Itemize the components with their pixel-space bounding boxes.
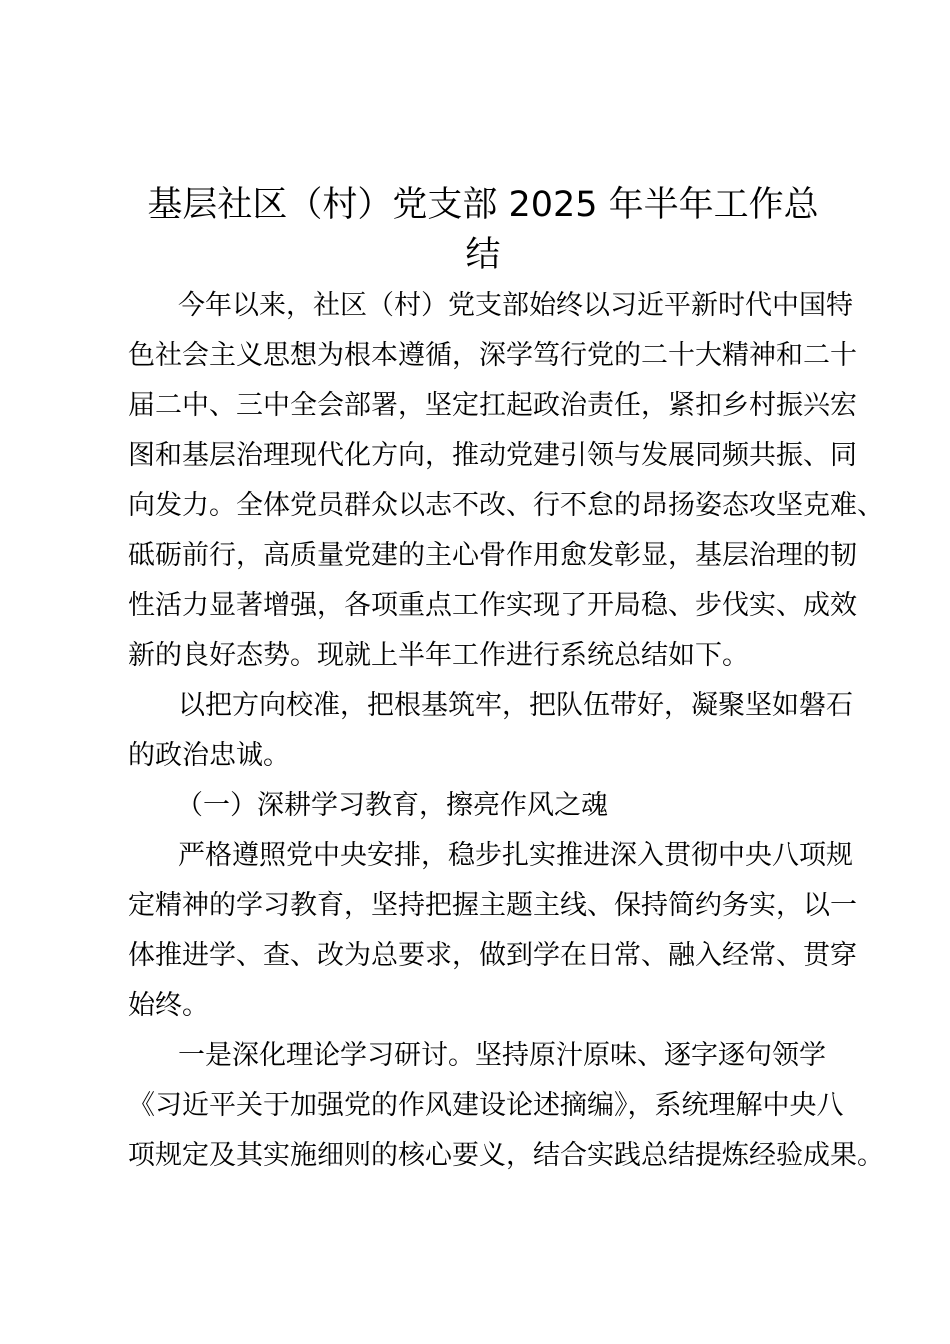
body-line: 定精神的学习教育，坚持把握主题主线、保持简约务实，以一 <box>128 890 857 921</box>
body-line: 性活力显著增强，各项重点工作实现了开局稳、步伐实、成效 <box>128 590 857 621</box>
document-title-line-2: 结 <box>465 235 501 275</box>
body-line: 《习近平关于加强党的作风建设论述摘编》，系统理解中央八 <box>128 1090 844 1121</box>
body-line: 色社会主义思想为根本遵循，深学笃行党的二十大精神和二十 <box>128 340 857 371</box>
section-heading: （一）深耕学习教育，擦亮作风之魂 <box>176 790 608 821</box>
body-line: 项规定及其实施细则的核心要义，结合实践总结提炼经验成果。 <box>128 1140 884 1171</box>
body-line: 一是深化理论学习研讨。坚持原汁原味、逐字逐句领学 <box>178 1040 826 1071</box>
body-line: 图和基层治理现代化方向，推动党建引领与发展同频共振、同 <box>128 440 857 471</box>
body-line: 届二中、三中全会部署，坚定扛起政治责任，紧扣乡村振兴宏 <box>128 390 857 421</box>
body-line: 今年以来，社区（村）党支部始终以习近平新时代中国特 <box>178 290 853 321</box>
body-line: 向发力。全体党员群众以志不改、行不怠的昂扬姿态攻坚克难、 <box>128 490 884 521</box>
body-line: 体推进学、查、改为总要求，做到学在日常、融入经常、贯穿 <box>128 940 857 971</box>
body-line: 严格遵照党中央安排，稳步扎实推进深入贯彻中央八项规 <box>178 840 853 871</box>
body-line: 始终。 <box>128 990 209 1021</box>
document-title-line-1: 基层社区（村）党支部 2025 年半年工作总 <box>147 185 819 225</box>
body-line: 砥砺前行，高质量党建的主心骨作用愈发彰显，基层治理的韧 <box>128 540 857 571</box>
body-line: 的政治忠诚。 <box>128 740 290 771</box>
body-line: 新的良好态势。现就上半年工作进行系统总结如下。 <box>128 640 749 671</box>
body-line: 以把方向校准，把根基筑牢，把队伍带好，凝聚坚如磐石 <box>178 690 853 721</box>
